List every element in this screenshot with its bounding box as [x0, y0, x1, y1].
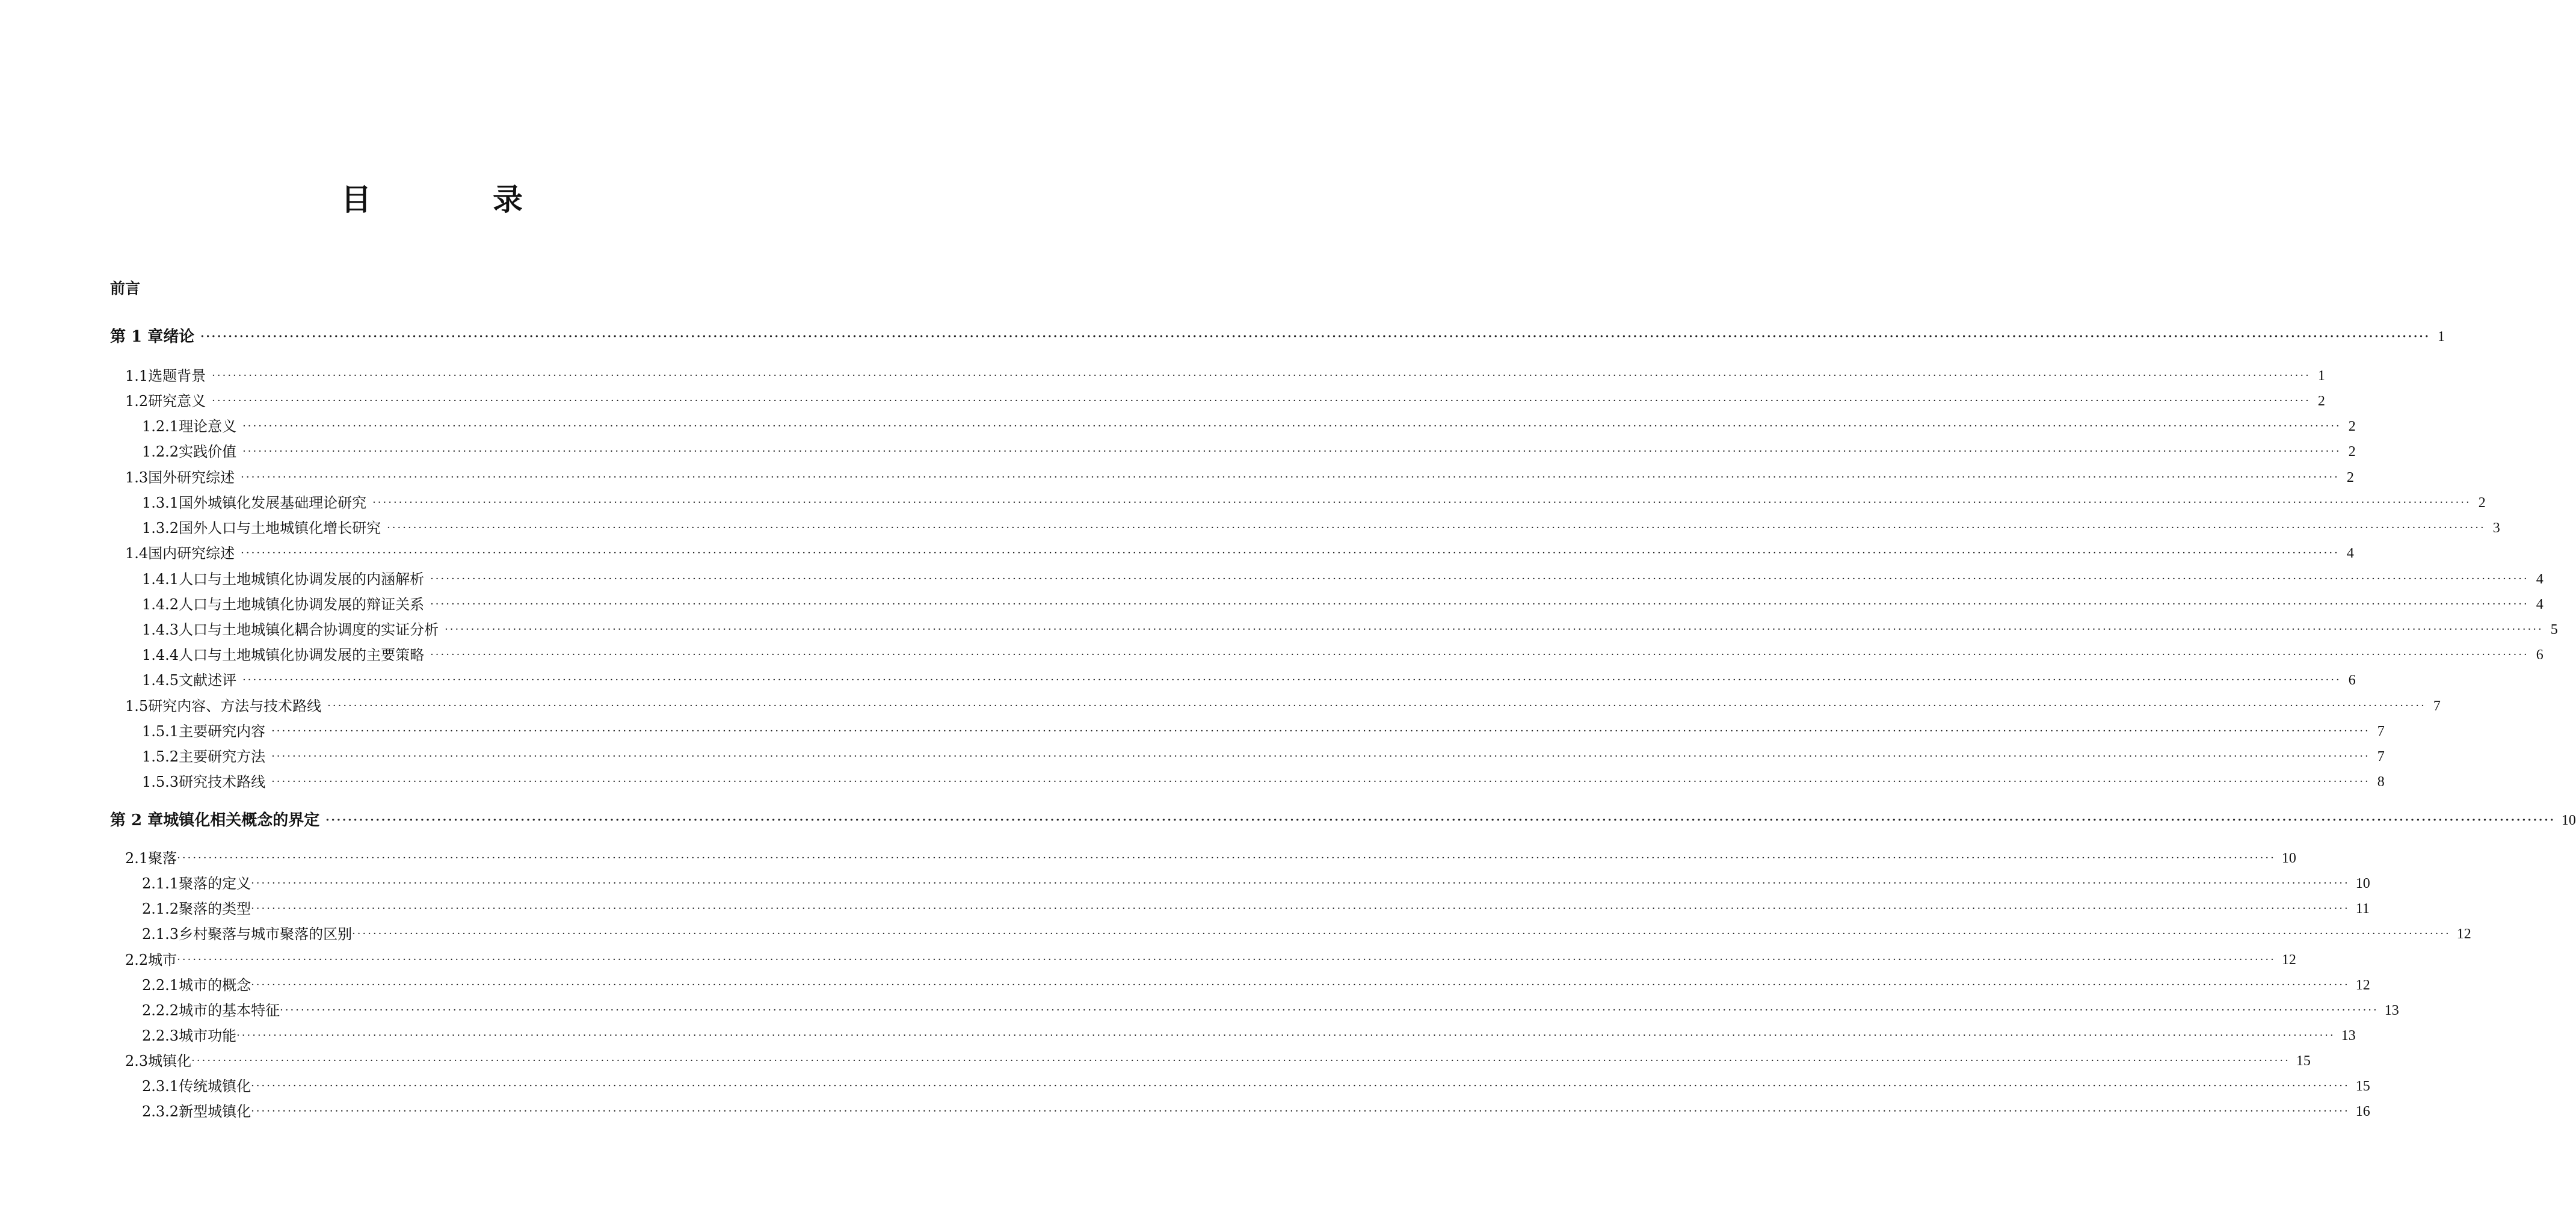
toc-entry-label: 绪论 — [163, 328, 195, 346]
toc-section-entry[interactable] — [142, 415, 2356, 438]
toc-leader-dots: ················································································································································································································································································································································································································ — [271, 775, 2370, 788]
preface-entry: 前言 — [110, 280, 141, 297]
toc-leader-dots: ················································································································································································································································································································································································································ — [271, 725, 2370, 737]
toc-entry-number: 1.4.1 — [142, 571, 179, 588]
toc-entry-label: 主要研究方法 — [179, 748, 266, 765]
toc-leader-dots: ················································································································································································································································································································································································································ — [325, 814, 2556, 826]
toc-section-entry[interactable] — [142, 593, 2544, 616]
toc-entry-number: 2.1 — [125, 850, 149, 867]
toc-section-entry[interactable] — [142, 618, 2558, 641]
toc-section-entry[interactable] — [142, 491, 2486, 514]
toc-entry-number: 1.3 — [125, 469, 149, 486]
toc-leader-dots: ················································································································································································································································································································································································································ — [241, 471, 2340, 484]
toc-entry-number: 1.4.2 — [142, 596, 179, 613]
toc-section-entry[interactable] — [125, 365, 2325, 387]
toc-page-number: 12 — [2355, 977, 2370, 993]
toc-entry-label: 研究意义 — [148, 393, 206, 410]
toc-entry-label: 国外城镇化发展基础理论研究 — [179, 494, 367, 511]
toc-leader-dots: ················································································································································································································································································································································································································ — [251, 1080, 2350, 1092]
toc-entry-number: 1.2.1 — [142, 418, 179, 435]
toc-page-number: 1 — [2437, 329, 2445, 345]
toc-leader-dots: ················································································································································································································································································································································································································ — [372, 496, 2471, 509]
toc-leader-dots: ················································································································································································································································································································································································································ — [177, 953, 2276, 966]
toc-leader-dots: ················································································································································································································································································································································································································ — [387, 521, 2486, 534]
toc-entry-label: 城市 — [148, 952, 177, 968]
toc-page-number: 4 — [2536, 571, 2544, 587]
toc-section-entry[interactable] — [142, 568, 2544, 591]
toc-entry-number: 1.5.2 — [142, 748, 179, 765]
toc-entry-label: 聚落的类型 — [179, 900, 251, 917]
toc-entry-label: 人口与土地城镇化耦合协调度的实证分析 — [179, 621, 439, 638]
toc-entry-label: 研究内容、方法与技术路线 — [148, 698, 322, 715]
toc-entry-number: 第 2 章 — [110, 811, 164, 829]
toc-leader-dots: ················································································································································································································································································································································································································ — [430, 573, 2529, 585]
toc-entry-label: 城市的概念 — [179, 977, 251, 994]
toc-entry-number: 2.2 — [125, 952, 149, 968]
toc-entry-label: 新型城镇化 — [179, 1103, 251, 1120]
toc-page-number: 15 — [2296, 1053, 2311, 1069]
toc-leader-dots: ················································································································································································································································································································································································································ — [241, 547, 2340, 559]
toc-entry-number: 1.2.2 — [142, 443, 179, 460]
toc-entry-number: 2.3.1 — [142, 1078, 179, 1095]
toc-entry-label: 人口与土地城镇化协调发展的主要策略 — [179, 647, 425, 663]
toc-entry-label: 聚落的定义 — [179, 875, 251, 892]
toc-entry-number: 1.5.1 — [142, 723, 179, 740]
toc-page-number: 2 — [2478, 495, 2486, 511]
toc-entry-label: 城镇化 — [148, 1053, 192, 1069]
toc-page-number: 12 — [2456, 926, 2471, 942]
toc-entry-label: 实践价值 — [179, 443, 237, 460]
toc-entry-number: 2.2.3 — [142, 1027, 179, 1044]
toc-page-number: 10 — [2561, 813, 2576, 828]
toc-entry-number: 1.4.4 — [142, 647, 179, 663]
toc-leader-dots: ················································································································································································································································································································································································································ — [236, 1029, 2335, 1042]
toc-entry-number: 1.1 — [125, 368, 149, 384]
toc-entry-label: 研究技术路线 — [179, 774, 266, 790]
toc-leader-dots: ················································································································································································································································································································································································································ — [251, 979, 2350, 991]
toc-section-entry[interactable] — [125, 466, 2354, 489]
toc-section-entry[interactable] — [142, 999, 2399, 1022]
toc-leader-dots: ················································································································································································································································································································································································································ — [445, 623, 2544, 636]
toc-leader-dots: ················································································································································································································································································································································································································ — [191, 1054, 2290, 1067]
toc-page-number: 5 — [2550, 622, 2558, 638]
toc-page-number: 16 — [2355, 1104, 2370, 1119]
toc-entry-number: 2.1.3 — [142, 926, 179, 943]
toc-leader-dots: ················································································································································································································································································································································································································ — [280, 1004, 2379, 1017]
toc-section-entry[interactable] — [142, 1100, 2370, 1123]
toc-leader-dots: ················································································································································································································································································································································································································ — [251, 1105, 2350, 1118]
toc-entry-label: 城市的基本特征 — [179, 1002, 280, 1019]
toc-entry-label: 主要研究内容 — [179, 723, 266, 740]
toc-leader-dots: ················································································································································································································································································································································································································ — [430, 598, 2529, 611]
toc-section-entry[interactable] — [142, 517, 2500, 540]
toc-chapter-entry[interactable] — [110, 809, 2576, 832]
toc-leader-dots: ················································································································································································································································································································································································································ — [271, 750, 2370, 763]
toc-entry-label: 城镇化相关概念的界定 — [163, 811, 320, 829]
toc-page-number: 1 — [2317, 368, 2325, 384]
toc-entry-number: 2.2.2 — [142, 1002, 179, 1019]
toc-entry-number: 2.2.1 — [142, 977, 179, 994]
toc-page-number: 2 — [2317, 393, 2325, 409]
toc-section-entry[interactable] — [125, 949, 2296, 971]
toc-entry-label: 传统城镇化 — [179, 1078, 251, 1095]
toc-entry-label: 理论意义 — [179, 418, 237, 435]
toc-entry-number: 1.2 — [125, 393, 149, 410]
toc-section-entry[interactable] — [142, 923, 2471, 946]
toc-entry-label: 国外研究综述 — [148, 469, 235, 486]
toc-entry-label: 城市功能 — [179, 1027, 237, 1044]
toc-page-number: 12 — [2281, 952, 2296, 968]
toc-page-number: 2 — [2346, 470, 2354, 485]
toc-entry-number: 1.3.2 — [142, 520, 179, 537]
toc-page-number: 13 — [2384, 1003, 2399, 1018]
toc-entry-number: 1.5.3 — [142, 774, 179, 790]
toc-section-entry[interactable] — [142, 644, 2544, 666]
toc-entry-label: 人口与土地城镇化协调发展的辩证关系 — [179, 596, 425, 613]
toc-entry-number: 第 1 章 — [110, 328, 164, 346]
toc-entry-number: 2.3 — [125, 1053, 149, 1069]
toc-entry-label: 聚落 — [148, 850, 177, 867]
toc-page-number: 4 — [2346, 546, 2354, 561]
toc-page-number: 4 — [2536, 597, 2544, 612]
toc-entry-number: 1.4.3 — [142, 621, 179, 638]
toc-section-entry[interactable] — [142, 720, 2385, 743]
toc-leader-dots: ················································································································································································································································································································································································································ — [212, 369, 2311, 382]
toc-entry-label: 国外人口与土地城镇化增长研究 — [179, 520, 381, 537]
toc-page-number: 2 — [2348, 444, 2356, 460]
toc-page-number: 6 — [2348, 672, 2356, 688]
toc-leader-dots: ················································································································································································································································································································································································································ — [352, 928, 2451, 940]
toc-leader-dots: ················································································································································································································································································································································································································ — [177, 852, 2276, 864]
toc-page-number: 7 — [2377, 749, 2385, 764]
toc-leader-dots: ················································································································································································································································································································································································································ — [430, 648, 2529, 661]
toc-section-entry[interactable] — [142, 1075, 2370, 1098]
toc-entry-number: 1.4.5 — [142, 672, 179, 689]
toc-section-entry[interactable] — [125, 390, 2325, 413]
toc-entry-number: 2.1.1 — [142, 875, 179, 892]
toc-page-number: 2 — [2348, 419, 2356, 434]
toc-leader-dots: ················································································································································································································································································································································································································ — [212, 395, 2311, 407]
toc-chapter-entry[interactable] — [110, 325, 2445, 348]
toc-section-entry[interactable] — [125, 542, 2354, 565]
toc-page-number: 7 — [2433, 698, 2441, 714]
toc-entry-number: 1.3.1 — [142, 494, 179, 511]
toc-page-number: 11 — [2355, 901, 2370, 917]
toc-entry-label: 乡村聚落与城市聚落的区别 — [179, 926, 353, 943]
toc-section-entry[interactable] — [125, 695, 2441, 718]
toc-leader-dots: ················································································································································································································································································································································································································ — [242, 420, 2341, 432]
page-title: 目 录 — [341, 182, 569, 217]
toc-page-number: 13 — [2341, 1028, 2356, 1044]
toc-section-entry[interactable] — [142, 1024, 2356, 1047]
toc-entry-number: 1.4 — [125, 545, 149, 562]
toc-page-number: 6 — [2536, 647, 2544, 663]
toc-entry-label: 人口与土地城镇化协调发展的内涵解析 — [179, 571, 425, 588]
toc-entry-number: 2.3.2 — [142, 1103, 179, 1120]
toc-page-number: 15 — [2355, 1078, 2370, 1094]
toc-page-number: 7 — [2377, 724, 2385, 739]
toc-section-entry[interactable] — [142, 745, 2385, 768]
toc-leader-dots: ················································································································································································································································································································································································································ — [200, 330, 2430, 343]
toc-section-entry[interactable] — [142, 872, 2370, 895]
toc-page-number: 10 — [2355, 876, 2370, 891]
toc-entry-label: 国内研究综述 — [148, 545, 235, 562]
toc-section-entry[interactable] — [125, 1050, 2311, 1072]
toc-leader-dots: ················································································································································································································································································································································································································ — [242, 674, 2341, 686]
toc-page-number: 3 — [2492, 520, 2500, 536]
toc-entry-number: 2.1.2 — [142, 900, 179, 917]
toc-section-entry[interactable] — [142, 974, 2370, 997]
toc-section-entry[interactable] — [142, 897, 2370, 920]
toc-section-entry[interactable] — [142, 771, 2385, 793]
toc-entry-label: 选题背景 — [148, 368, 206, 384]
toc-leader-dots: ················································································································································································································································································································································································································ — [327, 700, 2426, 712]
toc-page-number: 8 — [2377, 774, 2385, 790]
toc-entry-label: 文献述评 — [179, 672, 237, 689]
toc-leader-dots: ················································································································································································································································································································································································································ — [251, 902, 2350, 915]
toc-section-entry[interactable] — [142, 440, 2356, 463]
toc-section-entry[interactable] — [125, 847, 2296, 870]
toc-leader-dots: ················································································································································································································································································································································································································ — [251, 877, 2350, 890]
toc-section-entry[interactable] — [142, 669, 2356, 692]
toc-page-number: 10 — [2281, 851, 2296, 866]
toc-entry-number: 1.5 — [125, 698, 149, 715]
toc-leader-dots: ················································································································································································································································································································································································································ — [242, 445, 2341, 458]
